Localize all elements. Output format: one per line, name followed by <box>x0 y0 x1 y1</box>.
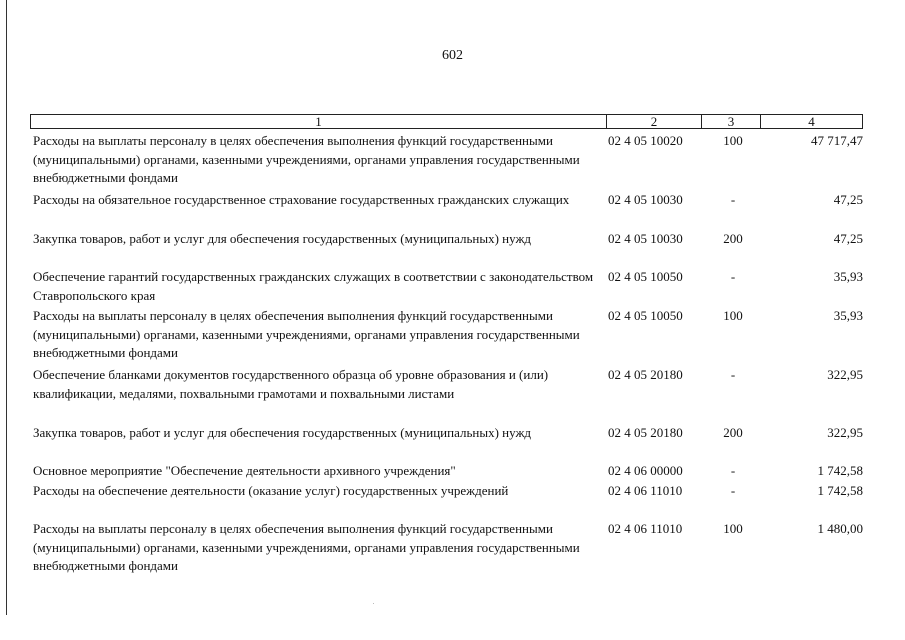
row-code: 02 4 06 00000 <box>608 463 683 478</box>
row-amount: 1 742,58 <box>817 483 863 498</box>
row-description: Расходы на выплаты персоналу в целях обеспечения выполнения функций государственными (муниципальными) органами, казенными учреждениями, органами управления государственными внебюджетными фондами <box>33 133 580 185</box>
row-description: Закупка товаров, работ и услуг для обеспечения государственных (муниципальных) нужд <box>33 425 532 440</box>
row-expense-type: 100 <box>723 521 743 536</box>
row-amount: 47,25 <box>833 231 863 246</box>
scan-speck <box>373 603 374 604</box>
column-header-2: 2 <box>606 115 701 128</box>
column-header-1: 1 <box>315 114 322 129</box>
row-amount: 322,95 <box>827 367 863 382</box>
row-description: Основное мероприятие "Обеспечение деятельности архивного учреждения" <box>33 463 456 478</box>
row-description: Расходы на выплаты персоналу в целях обеспечения выполнения функций государственными (муниципальными) органами, казенными учреждениями, органами управления государственными внебюджетными фондами <box>33 308 580 360</box>
row-code: 02 4 05 10030 <box>608 192 683 207</box>
row-code: 02 4 05 10030 <box>608 231 683 246</box>
row-amount: 47,25 <box>833 192 863 207</box>
row-code: 02 4 06 11010 <box>608 521 683 536</box>
row-expense-type: - <box>730 269 736 284</box>
row-code: 02 4 06 11010 <box>608 483 683 498</box>
page-number: 602 <box>442 48 463 63</box>
row-code: 02 4 05 10020 <box>608 133 683 148</box>
row-amount: 322,95 <box>827 425 863 440</box>
row-description: Расходы на обеспечение деятельности (оказание услуг) государственных учреждений <box>33 483 509 498</box>
row-amount: 1 742,58 <box>817 463 863 478</box>
row-expense-type: 200 <box>723 231 743 246</box>
page-edge-line <box>6 0 7 615</box>
row-expense-type: 200 <box>723 425 743 440</box>
column-header-3: 3 <box>701 115 760 128</box>
row-description: Расходы на выплаты персоналу в целях обеспечения выполнения функций государственными (муниципальными) органами, казенными учреждениями, органами управления государственными внебюджетными фондами <box>33 521 580 573</box>
row-amount: 47 717,47 <box>811 133 863 148</box>
row-expense-type: - <box>730 463 736 478</box>
row-expense-type: - <box>730 192 736 207</box>
row-amount: 35,93 <box>833 269 863 284</box>
row-code: 02 4 05 10050 <box>608 269 683 284</box>
row-expense-type: - <box>730 367 736 382</box>
row-amount: 1 480,00 <box>817 521 863 536</box>
row-description: Обеспечение гарантий государственных гражданских служащих в соответствии с законодательством Ставропольского края <box>33 269 594 303</box>
table-header <box>30 114 863 129</box>
row-code: 02 4 05 10050 <box>608 308 683 323</box>
row-description: Закупка товаров, работ и услуг для обеспечения государственных (муниципальных) нужд <box>33 231 532 246</box>
row-expense-type: 100 <box>723 133 743 148</box>
row-description: Расходы на обязательное государственное страхование государственных гражданских служащих <box>33 192 570 207</box>
column-header-4: 4 <box>760 115 862 128</box>
row-expense-type: - <box>730 483 736 498</box>
row-description: Обеспечение бланками документов государственного образца об уровне образования и (или) квалификации, медалями, похвальными грамотами и похвальными листами <box>33 367 549 401</box>
row-code: 02 4 05 20180 <box>608 425 683 440</box>
row-expense-type: 100 <box>723 308 743 323</box>
row-amount: 35,93 <box>833 308 863 323</box>
row-code: 02 4 05 20180 <box>608 367 683 382</box>
